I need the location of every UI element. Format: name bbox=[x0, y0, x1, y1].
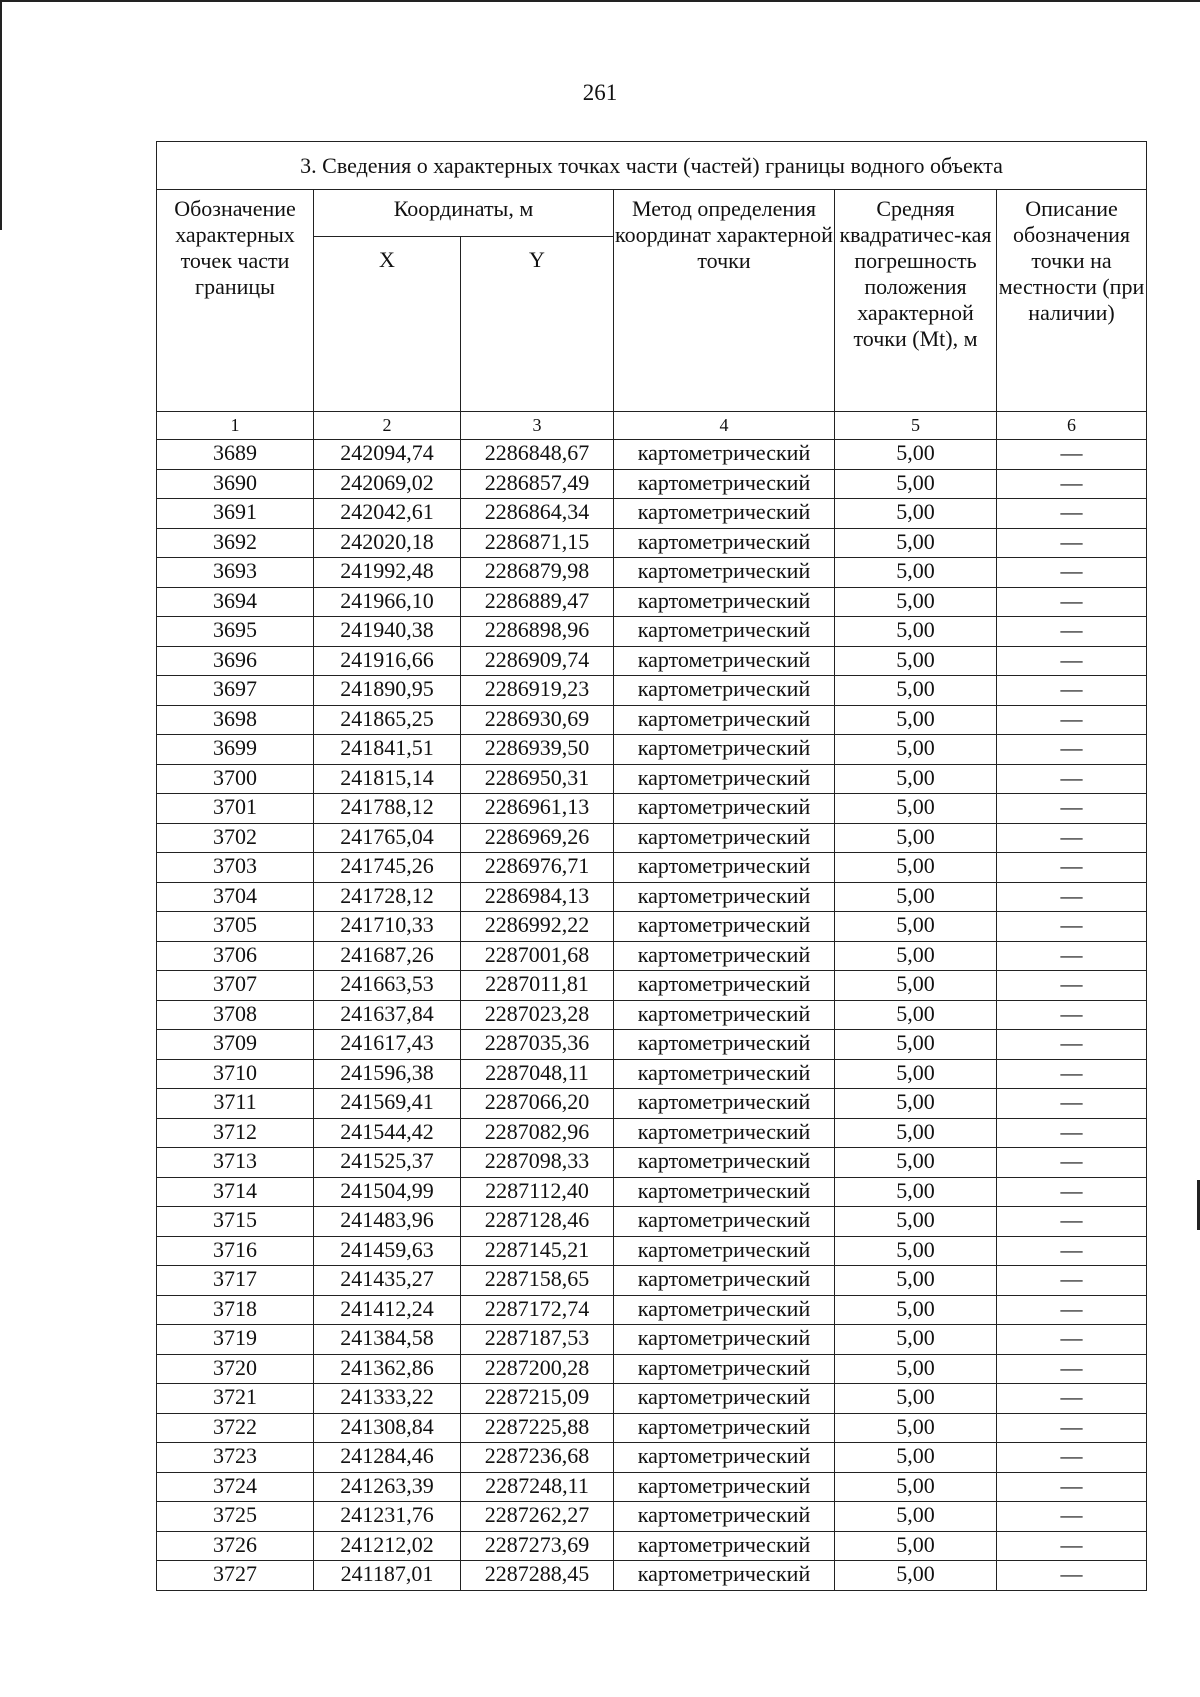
cell-description: — bbox=[997, 1325, 1147, 1355]
table-row bbox=[157, 971, 1147, 1001]
cell-y: 2286984,13 bbox=[461, 882, 614, 912]
column-header-coordinates: Координаты, м bbox=[314, 190, 614, 237]
column-number: 6 bbox=[997, 412, 1147, 440]
cell-y: 2286848,67 bbox=[461, 440, 614, 470]
cell-point: 3705 bbox=[157, 912, 314, 942]
cell-point: 3701 bbox=[157, 794, 314, 824]
cell-point: 3707 bbox=[157, 971, 314, 1001]
cell-point: 3719 bbox=[157, 1325, 314, 1355]
cell-y: 2287035,36 bbox=[461, 1030, 614, 1060]
scan-edge-mark-left bbox=[0, 0, 2, 230]
cell-x: 241992,48 bbox=[314, 558, 461, 588]
cell-method: картометрический bbox=[614, 1266, 835, 1296]
table-row bbox=[157, 1295, 1147, 1325]
cell-point: 3710 bbox=[157, 1059, 314, 1089]
column-header-y: Y bbox=[461, 237, 614, 412]
cell-accuracy: 5,00 bbox=[835, 1177, 997, 1207]
cell-y: 2287082,96 bbox=[461, 1118, 614, 1148]
table-row bbox=[157, 1059, 1147, 1089]
cell-accuracy: 5,00 bbox=[835, 1325, 997, 1355]
cell-y: 2287273,69 bbox=[461, 1531, 614, 1561]
cell-x: 241865,25 bbox=[314, 705, 461, 735]
column-number: 2 bbox=[314, 412, 461, 440]
cell-description: — bbox=[997, 1177, 1147, 1207]
cell-point: 3696 bbox=[157, 646, 314, 676]
table-row bbox=[157, 617, 1147, 647]
cell-method: картометрический bbox=[614, 705, 835, 735]
cell-method: картометрический bbox=[614, 1413, 835, 1443]
cell-accuracy: 5,00 bbox=[835, 440, 997, 470]
cell-accuracy: 5,00 bbox=[835, 1207, 997, 1237]
cell-x: 241569,41 bbox=[314, 1089, 461, 1119]
cell-x: 241637,84 bbox=[314, 1000, 461, 1030]
cell-method: картометрический bbox=[614, 1472, 835, 1502]
cell-x: 241412,24 bbox=[314, 1295, 461, 1325]
cell-description: — bbox=[997, 882, 1147, 912]
cell-accuracy: 5,00 bbox=[835, 882, 997, 912]
cell-y: 2287172,74 bbox=[461, 1295, 614, 1325]
cell-y: 2287187,53 bbox=[461, 1325, 614, 1355]
cell-description: — bbox=[997, 617, 1147, 647]
cell-y: 2286939,50 bbox=[461, 735, 614, 765]
cell-description: — bbox=[997, 853, 1147, 883]
cell-accuracy: 5,00 bbox=[835, 823, 997, 853]
table-row bbox=[157, 1502, 1147, 1532]
cell-method: картометрический bbox=[614, 853, 835, 883]
cell-y: 2287112,40 bbox=[461, 1177, 614, 1207]
cell-method: картометрический bbox=[614, 1118, 835, 1148]
cell-x: 241710,33 bbox=[314, 912, 461, 942]
cell-description: — bbox=[997, 764, 1147, 794]
cell-point: 3693 bbox=[157, 558, 314, 588]
cell-y: 2287288,45 bbox=[461, 1561, 614, 1591]
cell-accuracy: 5,00 bbox=[835, 912, 997, 942]
cell-x: 241504,99 bbox=[314, 1177, 461, 1207]
cell-y: 2287098,33 bbox=[461, 1148, 614, 1178]
cell-x: 241841,51 bbox=[314, 735, 461, 765]
cell-point: 3726 bbox=[157, 1531, 314, 1561]
cell-y: 2286909,74 bbox=[461, 646, 614, 676]
cell-x: 241435,27 bbox=[314, 1266, 461, 1296]
cell-method: картометрический bbox=[614, 469, 835, 499]
cell-point: 3699 bbox=[157, 735, 314, 765]
table-row bbox=[157, 823, 1147, 853]
cell-accuracy: 5,00 bbox=[835, 705, 997, 735]
cell-point: 3723 bbox=[157, 1443, 314, 1473]
table-row bbox=[157, 1118, 1147, 1148]
cell-point: 3690 bbox=[157, 469, 314, 499]
cell-y: 2287048,11 bbox=[461, 1059, 614, 1089]
cell-x: 241788,12 bbox=[314, 794, 461, 824]
section-title: 3. Сведения о характерных точках части (частей) границы водного объекта bbox=[157, 142, 1147, 190]
cell-method: картометрический bbox=[614, 646, 835, 676]
cell-accuracy: 5,00 bbox=[835, 617, 997, 647]
cell-x: 241745,26 bbox=[314, 853, 461, 883]
cell-description: — bbox=[997, 1148, 1147, 1178]
cell-method: картометрический bbox=[614, 912, 835, 942]
cell-point: 3691 bbox=[157, 499, 314, 529]
table-row bbox=[157, 1148, 1147, 1178]
column-number: 1 bbox=[157, 412, 314, 440]
cell-description: — bbox=[997, 1502, 1147, 1532]
table-row bbox=[157, 1472, 1147, 1502]
cell-y: 2286976,71 bbox=[461, 853, 614, 883]
cell-accuracy: 5,00 bbox=[835, 469, 997, 499]
cell-method: картометрический bbox=[614, 823, 835, 853]
cell-method: картометрический bbox=[614, 1561, 835, 1591]
cell-method: картометрический bbox=[614, 735, 835, 765]
cell-description: — bbox=[997, 528, 1147, 558]
table-row bbox=[157, 1030, 1147, 1060]
cell-accuracy: 5,00 bbox=[835, 1502, 997, 1532]
table-row bbox=[157, 764, 1147, 794]
cell-accuracy: 5,00 bbox=[835, 587, 997, 617]
cell-x: 242020,18 bbox=[314, 528, 461, 558]
cell-point: 3694 bbox=[157, 587, 314, 617]
cell-y: 2286857,49 bbox=[461, 469, 614, 499]
table-row bbox=[157, 1531, 1147, 1561]
cell-x: 241187,01 bbox=[314, 1561, 461, 1591]
table-row bbox=[157, 1443, 1147, 1473]
page-number: 261 bbox=[582, 80, 618, 105]
cell-description: — bbox=[997, 912, 1147, 942]
cell-point: 3724 bbox=[157, 1472, 314, 1502]
cell-point: 3695 bbox=[157, 617, 314, 647]
cell-point: 3720 bbox=[157, 1354, 314, 1384]
cell-description: — bbox=[997, 1207, 1147, 1237]
cell-x: 241815,14 bbox=[314, 764, 461, 794]
cell-accuracy: 5,00 bbox=[835, 1236, 997, 1266]
cell-description: — bbox=[997, 1443, 1147, 1473]
cell-description: — bbox=[997, 1030, 1147, 1060]
cell-method: картометрический bbox=[614, 1207, 835, 1237]
table-row bbox=[157, 1413, 1147, 1443]
cell-x: 241525,37 bbox=[314, 1148, 461, 1178]
cell-point: 3713 bbox=[157, 1148, 314, 1178]
cell-point: 3725 bbox=[157, 1502, 314, 1532]
cell-x: 241362,86 bbox=[314, 1354, 461, 1384]
cell-method: картометрический bbox=[614, 617, 835, 647]
cell-accuracy: 5,00 bbox=[835, 646, 997, 676]
cell-accuracy: 5,00 bbox=[835, 853, 997, 883]
cell-y: 2287215,09 bbox=[461, 1384, 614, 1414]
cell-method: картометрический bbox=[614, 1030, 835, 1060]
cell-y: 2287128,46 bbox=[461, 1207, 614, 1237]
cell-accuracy: 5,00 bbox=[835, 941, 997, 971]
column-header-point: Обозначение характерных точек части границы bbox=[157, 190, 314, 412]
cell-description: — bbox=[997, 469, 1147, 499]
cell-x: 241459,63 bbox=[314, 1236, 461, 1266]
cell-description: — bbox=[997, 971, 1147, 1001]
cell-method: картометрический bbox=[614, 1000, 835, 1030]
cell-point: 3718 bbox=[157, 1295, 314, 1325]
cell-y: 2286889,47 bbox=[461, 587, 614, 617]
cell-method: картометрический bbox=[614, 1089, 835, 1119]
column-numbers-row bbox=[157, 412, 1147, 440]
column-header-x: X bbox=[314, 237, 461, 412]
table-row bbox=[157, 794, 1147, 824]
cell-x: 241263,39 bbox=[314, 1472, 461, 1502]
cell-method: картометрический bbox=[614, 1236, 835, 1266]
cell-description: — bbox=[997, 1384, 1147, 1414]
cell-y: 2286992,22 bbox=[461, 912, 614, 942]
cell-description: — bbox=[997, 1236, 1147, 1266]
cell-method: картометрический bbox=[614, 528, 835, 558]
cell-method: картометрический bbox=[614, 440, 835, 470]
cell-description: — bbox=[997, 1059, 1147, 1089]
cell-description: — bbox=[997, 499, 1147, 529]
cell-method: картометрический bbox=[614, 1325, 835, 1355]
cell-point: 3689 bbox=[157, 440, 314, 470]
table-row bbox=[157, 1236, 1147, 1266]
cell-y: 2287200,28 bbox=[461, 1354, 614, 1384]
cell-method: картометрический bbox=[614, 558, 835, 588]
cell-point: 3698 bbox=[157, 705, 314, 735]
cell-accuracy: 5,00 bbox=[835, 1472, 997, 1502]
cell-x: 241890,95 bbox=[314, 676, 461, 706]
cell-x: 241284,46 bbox=[314, 1443, 461, 1473]
cell-accuracy: 5,00 bbox=[835, 1266, 997, 1296]
table-row bbox=[157, 912, 1147, 942]
cell-description: — bbox=[997, 941, 1147, 971]
cell-x: 241765,04 bbox=[314, 823, 461, 853]
cell-method: картометрический bbox=[614, 1384, 835, 1414]
table-row bbox=[157, 1089, 1147, 1119]
table-row bbox=[157, 853, 1147, 883]
column-header-method: Метод определения координат характерной точки bbox=[614, 190, 835, 412]
cell-x: 241940,38 bbox=[314, 617, 461, 647]
cell-method: картометрический bbox=[614, 1148, 835, 1178]
column-number: 4 bbox=[614, 412, 835, 440]
table-row bbox=[157, 1266, 1147, 1296]
cell-method: картометрический bbox=[614, 1443, 835, 1473]
cell-point: 3692 bbox=[157, 528, 314, 558]
cell-method: картометрический bbox=[614, 587, 835, 617]
cell-description: — bbox=[997, 705, 1147, 735]
cell-accuracy: 5,00 bbox=[835, 1089, 997, 1119]
cell-point: 3703 bbox=[157, 853, 314, 883]
cell-method: картометрический bbox=[614, 1531, 835, 1561]
cell-point: 3706 bbox=[157, 941, 314, 971]
cell-x: 241212,02 bbox=[314, 1531, 461, 1561]
cell-x: 242069,02 bbox=[314, 469, 461, 499]
cell-y: 2286950,31 bbox=[461, 764, 614, 794]
cell-accuracy: 5,00 bbox=[835, 1118, 997, 1148]
cell-description: — bbox=[997, 646, 1147, 676]
cell-method: картометрический bbox=[614, 764, 835, 794]
cell-method: картометрический bbox=[614, 1059, 835, 1089]
cell-y: 2286898,96 bbox=[461, 617, 614, 647]
cell-x: 242094,74 bbox=[314, 440, 461, 470]
cell-x: 241308,84 bbox=[314, 1413, 461, 1443]
cell-accuracy: 5,00 bbox=[835, 971, 997, 1001]
cell-accuracy: 5,00 bbox=[835, 1384, 997, 1414]
cell-accuracy: 5,00 bbox=[835, 558, 997, 588]
table-row bbox=[157, 1177, 1147, 1207]
cell-x: 241596,38 bbox=[314, 1059, 461, 1089]
cell-y: 2287023,28 bbox=[461, 1000, 614, 1030]
cell-y: 2286864,34 bbox=[461, 499, 614, 529]
cell-x: 241966,10 bbox=[314, 587, 461, 617]
cell-x: 241333,22 bbox=[314, 1384, 461, 1414]
cell-method: картометрический bbox=[614, 1177, 835, 1207]
cell-point: 3704 bbox=[157, 882, 314, 912]
cell-accuracy: 5,00 bbox=[835, 764, 997, 794]
table-row bbox=[157, 676, 1147, 706]
cell-description: — bbox=[997, 1354, 1147, 1384]
points-table bbox=[156, 141, 1147, 1591]
cell-description: — bbox=[997, 558, 1147, 588]
cell-accuracy: 5,00 bbox=[835, 794, 997, 824]
cell-x: 241544,42 bbox=[314, 1118, 461, 1148]
cell-point: 3714 bbox=[157, 1177, 314, 1207]
column-number: 3 bbox=[461, 412, 614, 440]
cell-description: — bbox=[997, 794, 1147, 824]
cell-y: 2287001,68 bbox=[461, 941, 614, 971]
table-row bbox=[157, 558, 1147, 588]
cell-x: 241384,58 bbox=[314, 1325, 461, 1355]
cell-y: 2287066,20 bbox=[461, 1089, 614, 1119]
cell-accuracy: 5,00 bbox=[835, 1561, 997, 1591]
table-row bbox=[157, 1325, 1147, 1355]
cell-method: картометрический bbox=[614, 499, 835, 529]
cell-description: — bbox=[997, 1295, 1147, 1325]
cell-point: 3700 bbox=[157, 764, 314, 794]
cell-description: — bbox=[997, 735, 1147, 765]
table-row bbox=[157, 469, 1147, 499]
cell-accuracy: 5,00 bbox=[835, 499, 997, 529]
cell-point: 3702 bbox=[157, 823, 314, 853]
cell-y: 2287011,81 bbox=[461, 971, 614, 1001]
column-header-accuracy: Средняя квадратичес-кая погрешность положения характерной точки (Mt), м bbox=[835, 190, 997, 412]
scan-edge-line-top bbox=[0, 0, 1200, 2]
table-row bbox=[157, 941, 1147, 971]
cell-accuracy: 5,00 bbox=[835, 676, 997, 706]
cell-point: 3708 bbox=[157, 1000, 314, 1030]
table-row bbox=[157, 587, 1147, 617]
cell-accuracy: 5,00 bbox=[835, 1059, 997, 1089]
table-row bbox=[157, 1354, 1147, 1384]
cell-point: 3716 bbox=[157, 1236, 314, 1266]
table-row bbox=[157, 882, 1147, 912]
cell-method: картометрический bbox=[614, 882, 835, 912]
cell-point: 3722 bbox=[157, 1413, 314, 1443]
cell-point: 3721 bbox=[157, 1384, 314, 1414]
cell-method: картометрический bbox=[614, 1354, 835, 1384]
cell-method: картометрический bbox=[614, 676, 835, 706]
cell-method: картометрический bbox=[614, 1502, 835, 1532]
cell-y: 2287248,11 bbox=[461, 1472, 614, 1502]
cell-description: — bbox=[997, 440, 1147, 470]
table-row bbox=[157, 1561, 1147, 1591]
table-row bbox=[157, 735, 1147, 765]
cell-x: 241687,26 bbox=[314, 941, 461, 971]
cell-accuracy: 5,00 bbox=[835, 1443, 997, 1473]
cell-x: 241916,66 bbox=[314, 646, 461, 676]
cell-y: 2286919,23 bbox=[461, 676, 614, 706]
cell-x: 241663,53 bbox=[314, 971, 461, 1001]
cell-description: — bbox=[997, 1118, 1147, 1148]
cell-method: картометрический bbox=[614, 794, 835, 824]
cell-description: — bbox=[997, 823, 1147, 853]
cell-accuracy: 5,00 bbox=[835, 1000, 997, 1030]
cell-method: картометрический bbox=[614, 1295, 835, 1325]
cell-x: 242042,61 bbox=[314, 499, 461, 529]
cell-description: — bbox=[997, 1413, 1147, 1443]
cell-accuracy: 5,00 bbox=[835, 735, 997, 765]
table-row bbox=[157, 1207, 1147, 1237]
cell-description: — bbox=[997, 1000, 1147, 1030]
cell-x: 241728,12 bbox=[314, 882, 461, 912]
cell-point: 3709 bbox=[157, 1030, 314, 1060]
table-row bbox=[157, 705, 1147, 735]
cell-accuracy: 5,00 bbox=[835, 1413, 997, 1443]
cell-accuracy: 5,00 bbox=[835, 1354, 997, 1384]
cell-description: — bbox=[997, 1089, 1147, 1119]
cell-description: — bbox=[997, 1531, 1147, 1561]
cell-point: 3712 bbox=[157, 1118, 314, 1148]
column-number: 5 bbox=[835, 412, 997, 440]
cell-point: 3715 bbox=[157, 1207, 314, 1237]
cell-description: — bbox=[997, 587, 1147, 617]
cell-method: картометрический bbox=[614, 971, 835, 1001]
cell-description: — bbox=[997, 1472, 1147, 1502]
cell-point: 3717 bbox=[157, 1266, 314, 1296]
cell-y: 2286871,15 bbox=[461, 528, 614, 558]
cell-x: 241231,76 bbox=[314, 1502, 461, 1532]
cell-accuracy: 5,00 bbox=[835, 1295, 997, 1325]
cell-method: картометрический bbox=[614, 941, 835, 971]
cell-x: 241483,96 bbox=[314, 1207, 461, 1237]
cell-accuracy: 5,00 bbox=[835, 1148, 997, 1178]
cell-description: — bbox=[997, 676, 1147, 706]
cell-y: 2286961,13 bbox=[461, 794, 614, 824]
cell-point: 3697 bbox=[157, 676, 314, 706]
table-row bbox=[157, 440, 1147, 470]
table-row bbox=[157, 1000, 1147, 1030]
cell-description: — bbox=[997, 1266, 1147, 1296]
cell-point: 3711 bbox=[157, 1089, 314, 1119]
cell-point: 3727 bbox=[157, 1561, 314, 1591]
cell-y: 2287262,27 bbox=[461, 1502, 614, 1532]
cell-y: 2286969,26 bbox=[461, 823, 614, 853]
cell-y: 2286930,69 bbox=[461, 705, 614, 735]
cell-accuracy: 5,00 bbox=[835, 528, 997, 558]
cell-description: — bbox=[997, 1561, 1147, 1591]
table-row bbox=[157, 646, 1147, 676]
points-table-body bbox=[157, 440, 1147, 1591]
cell-y: 2287145,21 bbox=[461, 1236, 614, 1266]
cell-y: 2287158,65 bbox=[461, 1266, 614, 1296]
table-row bbox=[157, 528, 1147, 558]
cell-y: 2287236,68 bbox=[461, 1443, 614, 1473]
column-header-description: Описание обозначения точки на местности (при наличии) bbox=[997, 190, 1147, 412]
cell-y: 2286879,98 bbox=[461, 558, 614, 588]
cell-accuracy: 5,00 bbox=[835, 1531, 997, 1561]
cell-accuracy: 5,00 bbox=[835, 1030, 997, 1060]
cell-y: 2287225,88 bbox=[461, 1413, 614, 1443]
table-row bbox=[157, 499, 1147, 529]
cell-x: 241617,43 bbox=[314, 1030, 461, 1060]
table-row bbox=[157, 1384, 1147, 1414]
